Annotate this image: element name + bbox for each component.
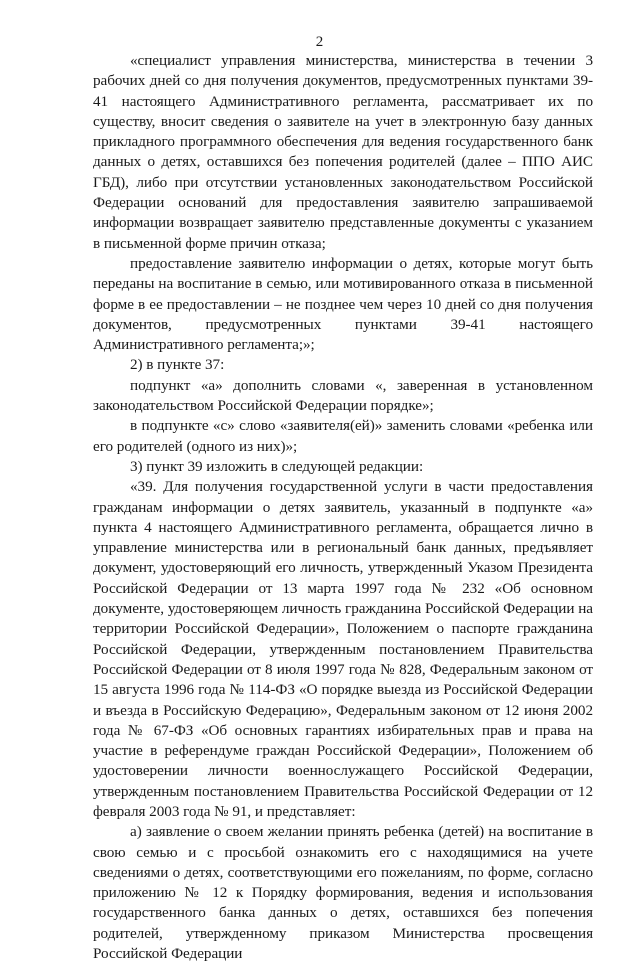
document-body	[93, 51, 593, 964]
page-number: 2	[315, 34, 324, 50]
paragraph-item-2-point-37: 2) в пункте 37:	[130, 356, 225, 374]
paragraph-item-3-point-39: 3) пункт 39 изложить в следующей редакции:	[130, 457, 424, 475]
paragraph-subitem-c-amendment: в подпункте «с» слово «заявителя(ей)» заменить словами «ребенка или его родителей (одного из них)»;	[93, 417, 593, 455]
paragraph-specialist-review: «специалист управления министерства, министерства в течении 3 рабочих дней со дня получения документов, предусмотренных пунктами 39-41 настоящего Административного регламента, рассматривает их по существу, вносит сведения о заявителе на учет в электронную базу данных прикладного программного обеспечения для ведения государственного банк данных о детях, оставшихся без попечения родителей (далее – ППО АИС ГБД), либо при отсутствии установленных законодательством Российской Федерации оснований для предоставления заявителю запрашиваемой информации возвращает заявителю представленные документы с указанием в письменной форме причин отказа;	[93, 52, 593, 252]
paragraph-point-39-text: «39. Для получения государственной услуги в части предоставления гражданам информации о детях заявитель, указанный в подпункте «а» пункта 4 настоящего Административного регламента, обращается лично в управление министерства или в региональный банк данных, предъявляет документ, удостоверяющий его личность, утвержденный Указом Президента Российской Федерации от 13 марта 1997 года № 232 «Об основном документе, удостоверяющем личность гражданина Российской Федерации на территории Российской Федерации», Положением о паспорте гражданина Российской Федерации, утвержденным постановлением Правительства Российской Федерации от 8 июля 1997 года № 828, Федеральным законом от 15 августа 1996 года № 114-ФЗ «О порядке выезда из Российской Федерации и въезда в Российскую Федерацию», Федеральным законом от 12 июня 2002 года № 67-ФЗ «Об основных гарантиях избирательных прав и права на участие в референдуме граждан Российской Федерации», Положением об удостоверении личности военнослужащего Российской Федерации, утвержденным постановлением Правительства Российской Федерации от 12 февраля 2003 года № 91, и представляет:	[93, 478, 593, 820]
paragraph-information-provision: предоставление заявителю информации о детях, которые могут быть переданы на воспитание в семью, или мотивированного отказа в письменной форме в ее предоставлении – не позднее чем через 10 дней со дня получения документов, предусмотренных пунктами 39-41 настоящего Административного регламента;»;	[93, 254, 593, 354]
paragraph-subitem-a-application: а) заявление о своем желании принять ребенка (детей) на воспитание в свою семью и с просьбой ознакомить его с находящимися на учете сведениями о детях, соответствующими его пожеланиям, по форме, согласно приложению № 12 к Порядку формирования, ведения и использования государственного банка данных о детях, оставшихся без попечения родителей, утвержденному приказом Министерства просвещения Российской Федерации	[93, 823, 593, 963]
paragraph-subitem-a-amendment: подпункт «а» дополнить словами «, заверенная в установленном законодательством Российской Федерации порядке»;	[93, 376, 593, 415]
